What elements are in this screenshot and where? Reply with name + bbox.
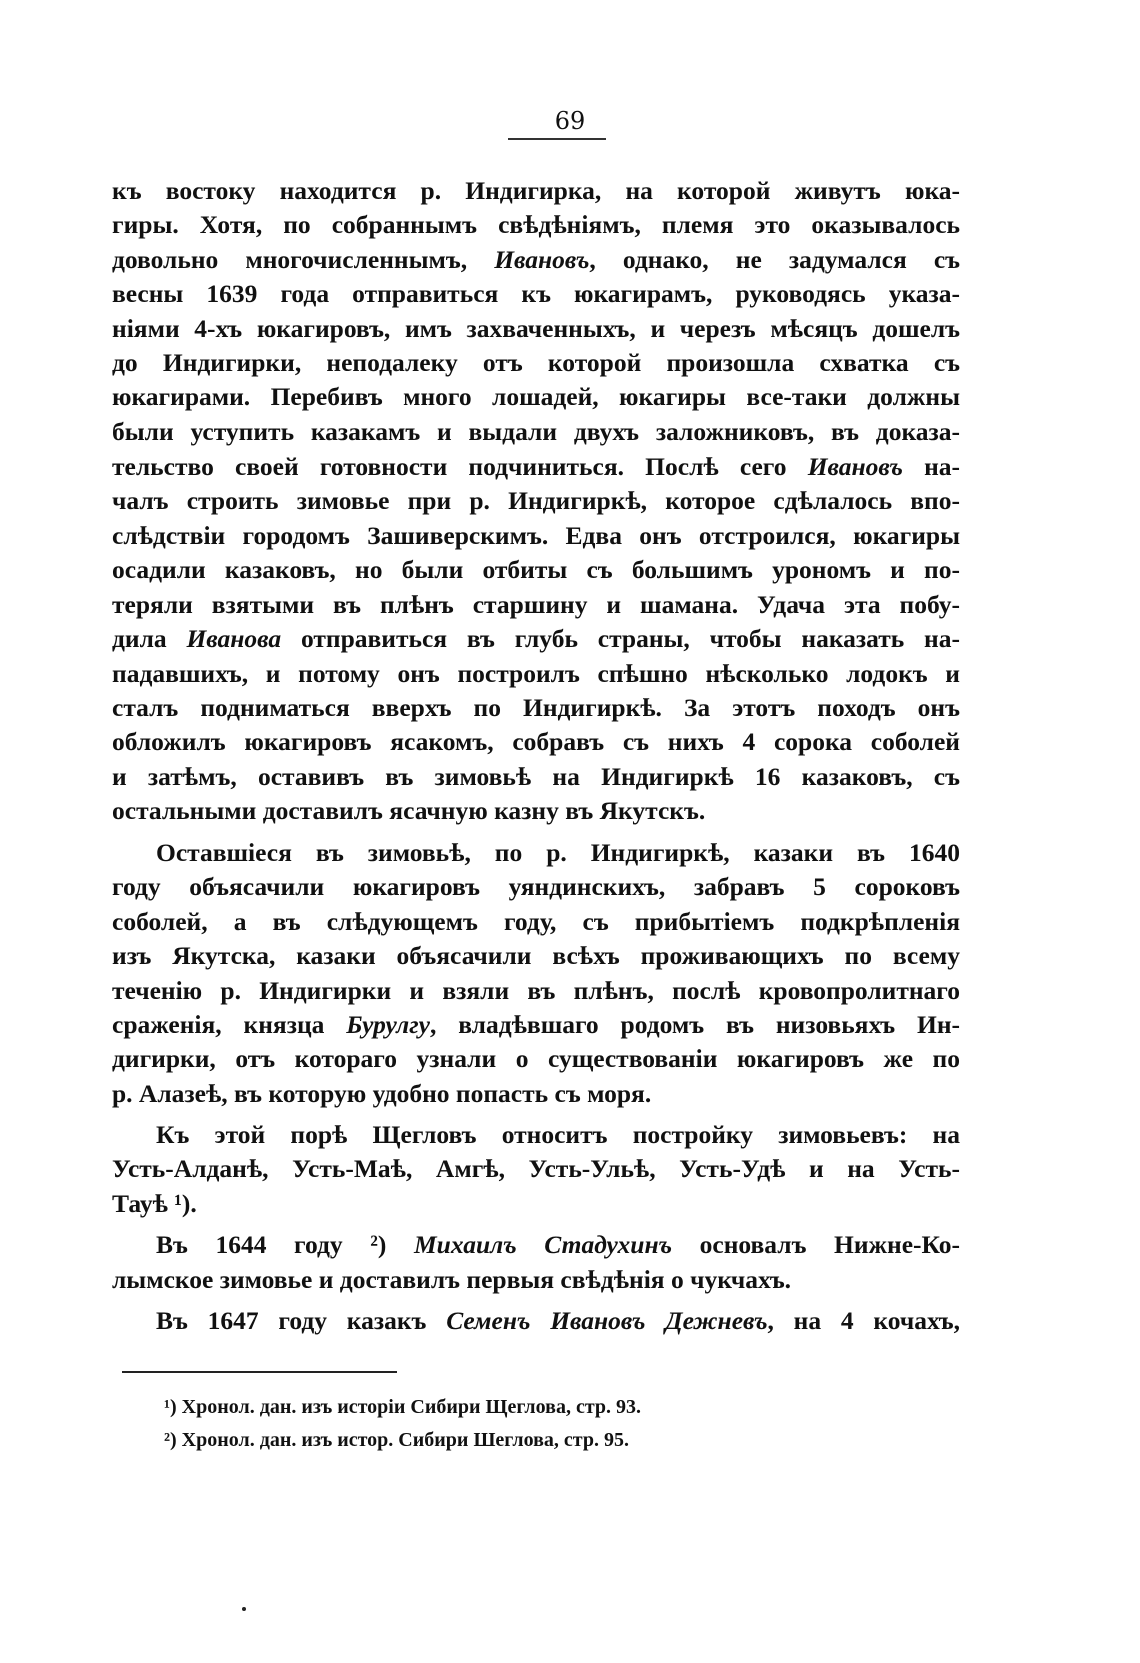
text-run: году объясачили юкагировъ уяндинскихъ, забравъ 5 сороковъ <box>112 872 960 901</box>
italic-name: Михаилъ Стадухинъ <box>413 1230 673 1259</box>
text-line <box>112 973 960 1009</box>
text-run: Въ 1647 году казакъ <box>156 1306 447 1335</box>
text-line <box>112 483 960 519</box>
italic-name: Ивановъ <box>494 245 590 274</box>
text-run: , на 4 кочахъ, <box>767 1306 961 1335</box>
text-run: къ востоку находится р. Индигирка, на которой живутъ юка- <box>112 176 960 205</box>
text-run: сталъ подниматься вверхъ по Индигиркѣ. За этотъ походъ онъ <box>112 693 960 722</box>
text-run: основалъ Нижне-Ко- <box>672 1230 961 1259</box>
italic-name: Семенъ Ивановъ Дежневъ <box>446 1306 768 1335</box>
text-run: гиры. Хотя, по собраннымъ свѣдѣніямъ, племя это оказывалось <box>112 210 960 239</box>
text-line <box>112 1041 960 1077</box>
text-run: Тауѣ ¹). <box>112 1189 197 1218</box>
text-line <box>112 793 960 829</box>
text-run: изъ Якутска, казаки объясачили всѣхъ проживающихъ по всему <box>112 941 960 970</box>
text-run: юкагирами. Перебивъ много лошадей, юкагиры все-таки должны <box>112 382 960 411</box>
text-run: дигирки, отъ котораго узнали о существованіи юкагировъ же по <box>112 1044 960 1073</box>
text-line <box>112 1151 960 1187</box>
text-line <box>156 1117 960 1153</box>
text-line <box>112 207 960 243</box>
text-run: весны 1639 года отправиться къ юкагирамъ, руководясь указа- <box>112 279 960 308</box>
text-run: сраженія, князца <box>112 1010 347 1039</box>
italic-name: Иванова <box>186 624 282 653</box>
text-line <box>112 1186 960 1222</box>
text-line <box>112 173 960 209</box>
text-line <box>112 759 960 795</box>
text-run: обложилъ юкагировъ ясакомъ, собравъ съ нихъ 4 сорока соболей <box>112 727 960 756</box>
text-run: были уступить казакамъ и выдали двухъ заложниковъ, въ доказа- <box>112 417 960 446</box>
text-run: р. Алазеѣ, въ которую удобно попасть съ моря. <box>112 1079 652 1108</box>
text-run: тельство своей готовности подчиниться. Послѣ сего <box>112 452 808 481</box>
footnote-1: ¹) Хронол. дан. изъ исторіи Сибири Щеглова, стр. 93. <box>164 1396 642 1418</box>
text-run: Въ 1644 году ²) <box>156 1230 414 1259</box>
text-line <box>112 552 960 588</box>
text-line <box>112 449 960 485</box>
page-number-rule <box>508 138 606 140</box>
text-line <box>112 621 960 657</box>
text-line <box>112 656 960 692</box>
text-line <box>112 518 960 554</box>
text-run: ніями 4-хъ юкагировъ, имъ захваченныхъ, и черезъ мѣсяцъ дошелъ <box>112 314 960 343</box>
text-run: довольно многочисленнымъ, <box>112 245 495 274</box>
text-line <box>156 835 960 871</box>
italic-name: Бурулгу <box>346 1010 430 1039</box>
text-line <box>112 869 960 905</box>
text-line <box>112 242 960 278</box>
text-run: до Индигирки, неподалеку отъ которой произошла схватка съ <box>112 348 960 377</box>
text-line <box>112 1262 960 1298</box>
text-run: теряли взятыми въ плѣнъ старшину и шамана. Удача эта побу- <box>112 590 960 619</box>
ink-speck <box>242 1607 246 1611</box>
text-line <box>112 1007 960 1043</box>
text-line <box>112 690 960 726</box>
text-run: падавшихъ, и потому онъ построилъ спѣшно нѣсколько лодокъ и <box>112 659 960 688</box>
text-run: дила <box>112 624 187 653</box>
text-line <box>112 345 960 381</box>
text-line <box>112 938 960 974</box>
text-run: и затѣмъ, оставивъ въ зимовьѣ на Индигиркѣ 16 казаковъ, съ <box>112 762 960 791</box>
text-run: Оставшіеся въ зимовьѣ, по р. Индигиркѣ, казаки въ 1640 <box>156 838 960 867</box>
text-line <box>112 379 960 415</box>
text-run: Къ этой порѣ Щегловъ относитъ постройку зимовьевъ: на <box>156 1120 960 1149</box>
text-run: отправиться въ глубь страны, чтобы наказать на- <box>281 624 960 653</box>
text-run: слѣдствіи городомъ Зашиверскимъ. Едва онъ отстроился, юкагиры <box>112 521 960 550</box>
text-line <box>156 1227 960 1263</box>
text-run: остальными доставилъ ясачную казну въ Якутскъ. <box>112 796 706 825</box>
text-run: осадили казаковъ, но были отбиты съ большимъ урономъ и по- <box>112 555 960 584</box>
footnote-2: ²) Хронол. дан. изъ истор. Сибири Шеглова, стр. 95. <box>164 1429 629 1451</box>
text-run: , владѣвшаго родомъ въ низовьяхъ Ин- <box>430 1010 960 1039</box>
italic-name: Ивановъ <box>807 452 903 481</box>
text-line <box>156 1303 960 1339</box>
text-run: чалъ строить зимовье при р. Индигиркѣ, которое сдѣлалось впо- <box>112 486 960 515</box>
text-line <box>112 1076 960 1112</box>
text-run: теченію р. Индигирки и взяли въ плѣнъ, послѣ кровопролитнаго <box>112 976 960 1005</box>
text-run: лымское зимовье и доставилъ первыя свѣдѣнія о чукчахъ. <box>112 1265 792 1294</box>
text-line <box>112 904 960 940</box>
text-run: Усть-Алданѣ, Усть-Маѣ, Амгѣ, Усть-Ульѣ, Усть-Удѣ и на Усть- <box>112 1154 960 1183</box>
text-line <box>112 311 960 347</box>
text-run: , однако, не задумался съ <box>589 245 961 274</box>
text-line <box>112 414 960 450</box>
text-line <box>112 724 960 760</box>
text-line <box>112 276 960 312</box>
text-run: соболей, а въ слѣдующемъ году, съ прибытіемъ подкрѣпленія <box>112 907 960 936</box>
page-number: 69 <box>554 107 586 135</box>
text-line <box>112 587 960 623</box>
footnote-rule <box>122 1371 397 1373</box>
text-run: на- <box>902 452 960 481</box>
